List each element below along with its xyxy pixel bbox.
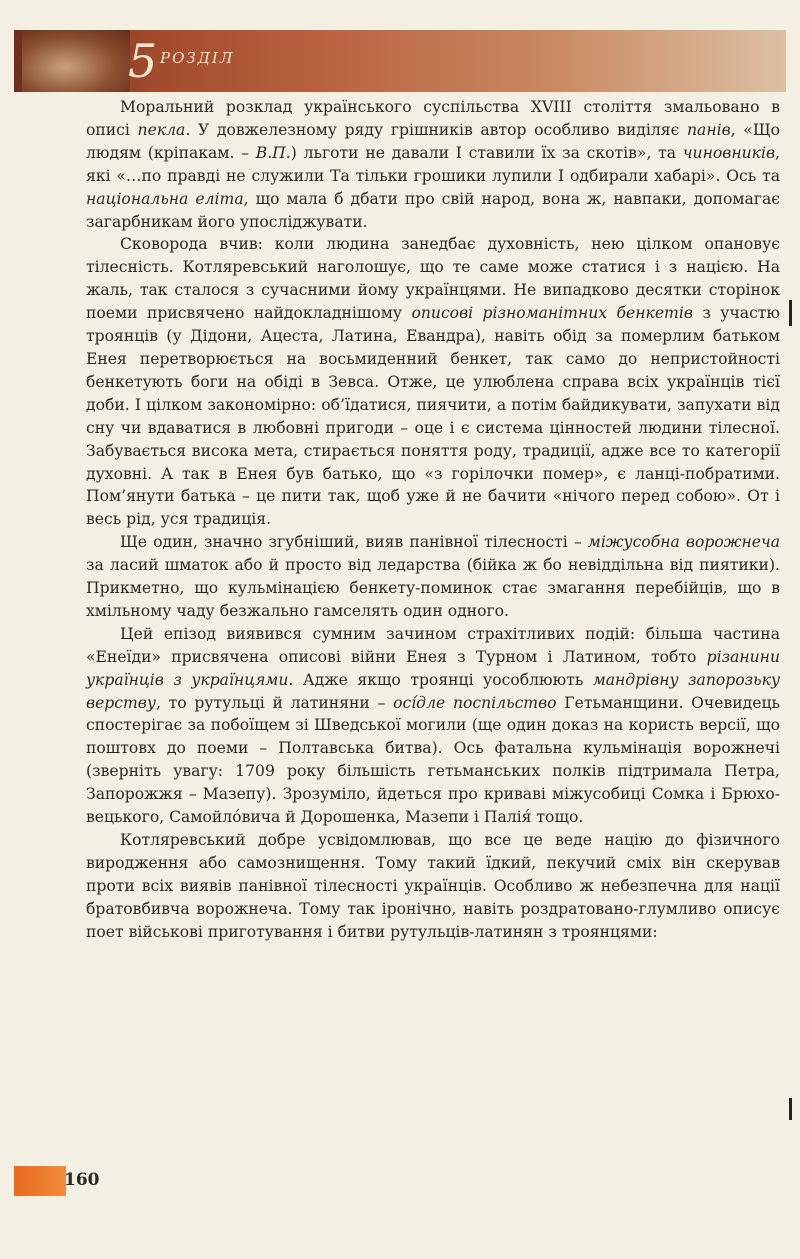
text-run: , які «…по правді не служили Та тільки грошики лупили І одбирали хабарі». Ось та (86, 143, 780, 185)
paragraph (86, 96, 780, 233)
emphasized-text: чиновників (682, 143, 776, 162)
text-run: Моральний розклад українського суспільства XVIII століття змальовано в описі (86, 98, 780, 139)
text-run: Котляревський добре усвідомлював, що все це веде націю до фізичного виродження або самознищення. Тому такий їдкий, пекучий сміх він скерував проти всіх виявів панівної тілесності українців. Особливо ж небезпечна для нації братовбивча ворожнеча. Тому так іронічно, навіть роздратовано-глумливо описує поет військові приготування і битви рутульців-латинян з троянцями: (86, 831, 780, 941)
emphasized-text: міжусобна ворожнеча (587, 533, 780, 552)
header-illustration (22, 30, 130, 92)
emphasized-text: різанини українців з українцями (86, 647, 780, 689)
emphasized-text: національна еліта (86, 189, 244, 208)
emphasized-text: В.П. (255, 143, 291, 162)
text-run: , що мала б дбати про свій народ, вона ж, навпаки, допомагає загарбникам його упосліджувати. (86, 189, 780, 231)
paragraph (86, 233, 780, 531)
text-run: . У довжелезному ряду грішників автор особливо виділяє (185, 120, 687, 139)
emphasized-text: мандрівну запорозьку верству (86, 670, 781, 712)
text-run: Сковорода вчив: коли людина занедбає духовність, нею цілком опановує тілесність. Котляревський наголошує, що те саме може статися і з нацією. На жаль, так сталося з сучасними йому українцями. Не випадково десятки сторінок поеми присвячено найдокладнішому (86, 235, 780, 323)
emphasized-text: описові різноманітних бенкетів (411, 304, 693, 323)
text-run: . Адже якщо троянці уособлюють (288, 670, 593, 689)
emphasized-text: панів (687, 120, 731, 139)
text-run: , «Що людям (кріпакам. – (86, 120, 781, 162)
emphasized-text: пекла (137, 120, 186, 139)
emphasized-text: осíдле поспільство (393, 693, 557, 712)
text-run: Цей епізод виявився сумним зачином страхітливих подій: більша частина «Енеїди» присвячена описові війни Енея з Турном і Латином, тобто (86, 624, 780, 666)
paragraph (86, 829, 780, 944)
scan-edge-mark (789, 300, 792, 326)
chapter-label: РОЗДІЛ (160, 49, 235, 67)
text-run: , то рутульці й латиняни – (155, 693, 394, 712)
page-number-marker (14, 1166, 66, 1196)
text-run: ) льготи не давали І ставили їх за скотів», та (290, 143, 683, 162)
body-text (86, 96, 780, 944)
text-run: за ласий шматок або й просто від ледарства (бійка ж бо невіддільна від пиятики). Прикметно, що кульмінацією бенкету-поминок стає змагання перебійців, що в хмільному чаду безжально гамселять один одного. (86, 556, 780, 620)
chapter-number: 5 (128, 34, 158, 88)
scan-edge-mark (789, 1098, 792, 1120)
paragraph (86, 531, 780, 623)
paragraph (86, 623, 780, 829)
page-number: 160 (64, 1170, 100, 1190)
text-run: Гетьманщини. Очевидець спостерігає за побоїщем зі Шведської могили (ще один доказ на користь версії, що поштовх до поеми – Полтавська битва). Ось фатальна кульмінація ворожнечі (зверніть увагу: 1709 року більшість гетьманських полків підтримала Петра, Запорожжя – Мазепу). Зрозуміло, йдеться про криваві міжусобиці Сомка і Брюховецького, Самойлóвича й Дорошенка, Мазепи і Палія́ тощо. (86, 693, 780, 827)
text-run: з участю троянців (у Дідони, Ацеста, Латина, Евандра), навіть обід за померлим батьком Енея перетворюється на восьмиденний бенкет, так само до непристойності бенкетують боги на обіді в Зевса. Отже, це улюблена справа всіх українців тієї доби. І цілком закономірно: об’їдатися, пиячити, а потім байдикувати, запухати від сну чи вдаватися в любовні пригоди – оце і є система цінностей людини тілесної. Забувається висока мета, стирається поняття роду, традиції, адже все то категорії духовні. А так в Енея був батько, що «з горілочки помер», є ланці-побратими. Пом’янути батька – це пити так, щоб уже й не бачити «нічого перед собою». От і весь рід, уся традиція. (86, 304, 781, 529)
text-run: Ще один, значно згубніший, вияв панівної тілесності – (120, 533, 588, 552)
